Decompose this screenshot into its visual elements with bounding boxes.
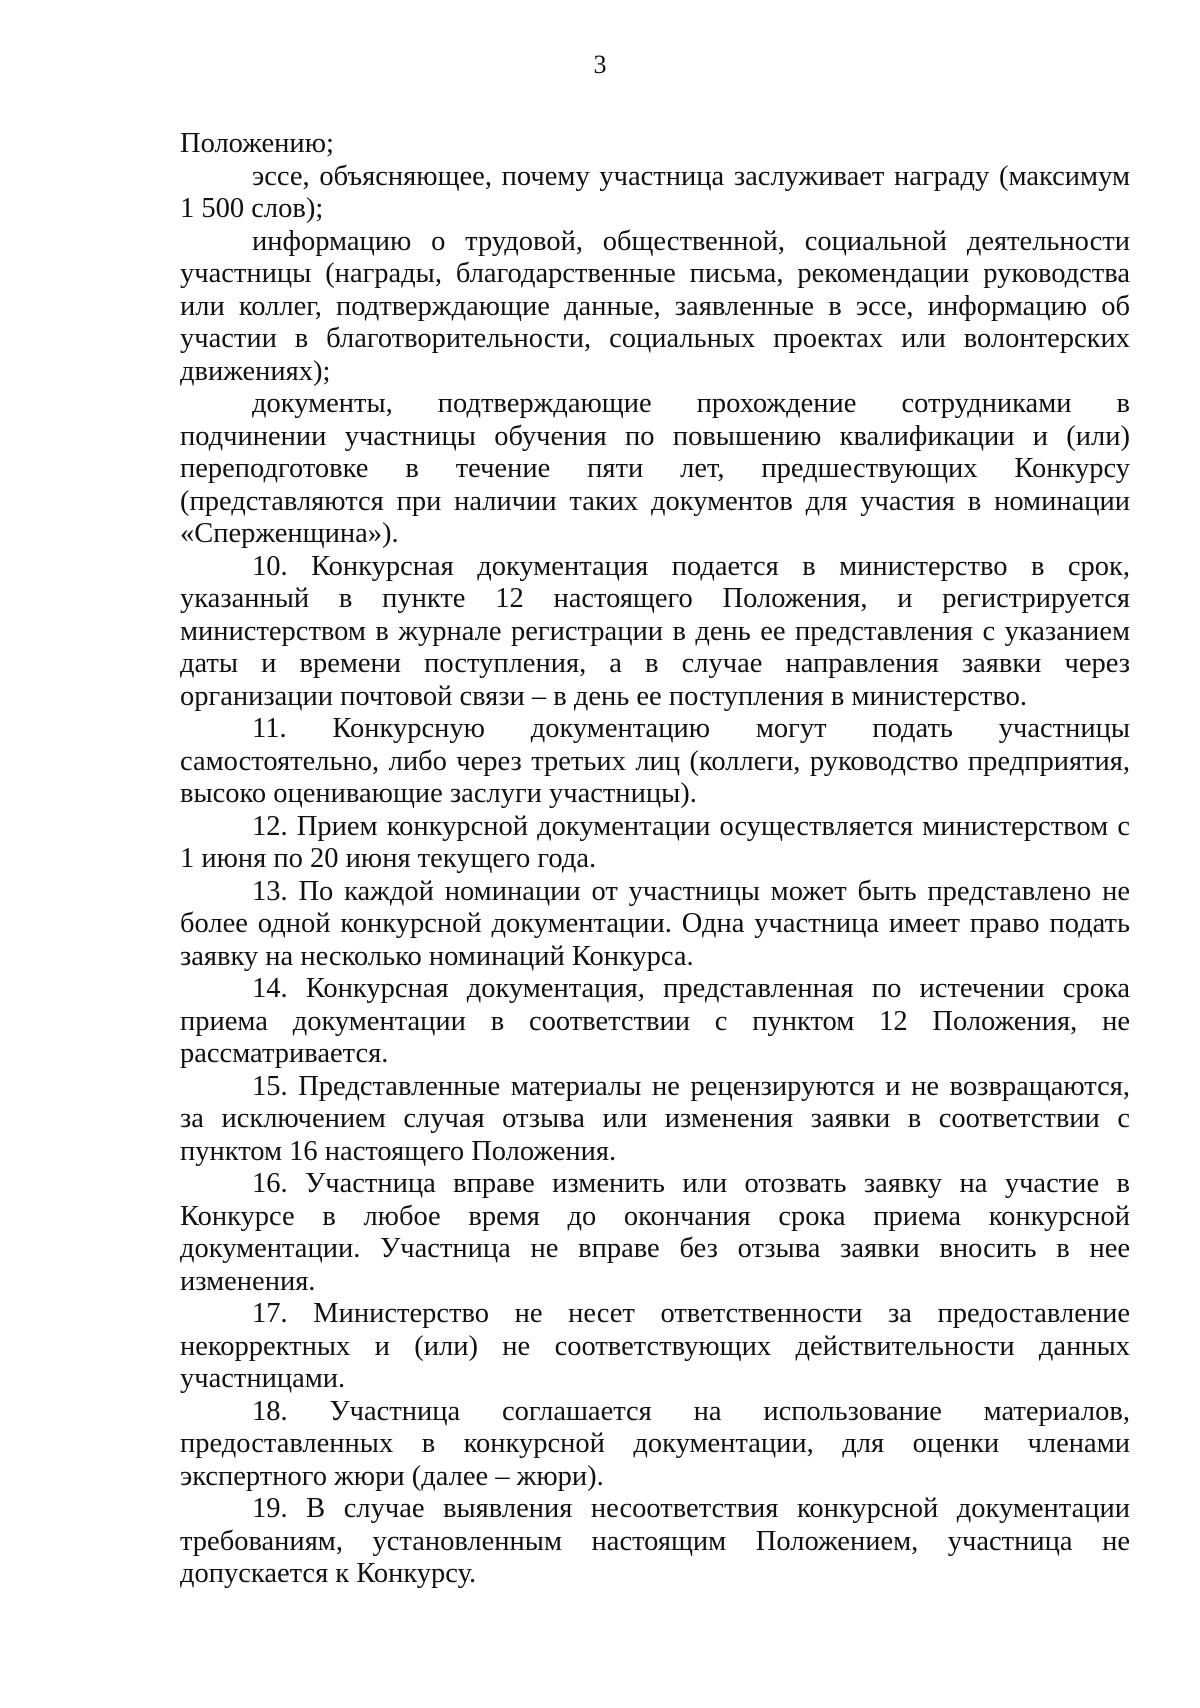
paragraph-item-17: 17. Министерство не несет ответственности за предоставление некорректных и (или) не соответствующих действительности данных участницами. (180, 1298, 1130, 1394)
paragraph-item-12: 12. Прием конкурсной документации осуществляется министерством с 1 июня по 20 июня текущего года. (180, 810, 1130, 874)
paragraph-essay: эссе, объясняющее, почему участница заслуживает награду (максимум 1 500 слов); (180, 160, 1130, 224)
paragraph-item-10: 10. Конкурсная документация подается в министерство в срок, указанный в пункте 12 настоящего Положения, и регистрируется министерством в журнале регистрации в день ее представления с указанием даты и времени поступления, а в случае направления заявки через организации почтовой связи – в день ее поступления в министерство. (180, 550, 1130, 712)
paragraph-item-15: 15. Представленные материалы не рецензируются и не возвращаются, за исключением случая отзыва или изменения заявки в соответствии с пунктом 16 настоящего Положения. (180, 1070, 1130, 1167)
paragraph-training-documents: документы, подтверждающие прохождение сотрудниками в подчинении участницы обучения по повышению квалификации и (или) переподготовке в течение пяти лет, предшествующих Конкурсу (представляются при наличии таких документов для участия в номинации «Сперженщина»). (180, 388, 1130, 549)
paragraph-item-19: 19. В случае выявления несоответствия конкурсной документации требованиям, установленным настоящим Положением, участница не допускается к Конкурсу. (180, 1493, 1130, 1589)
paragraph-item-18: 18. Участница соглашается на использование материалов, предоставленных в конкурсной документации, для оценки членами экспертного жюри (далее – жюри). (180, 1395, 1130, 1492)
paragraph-activity-info: информацию о трудовой, общественной, социальной деятельности участницы (награды, благодарственные письма, рекомендации руководства или коллег, подтверждающие данные, заявленные в эссе, информацию об участии в благотворительности, социальных проектах или волонтерских движениях); (180, 225, 1130, 387)
paragraph-item-14: 14. Конкурсная документация, представленная по истечении срока приема документации в соответствии с пунктом 12 Положения, не рассматривается. (180, 973, 1130, 1069)
paragraph-item-11: 11. Конкурсную документацию могут подать участницы самостоятельно, либо через третьих лиц (коллеги, руководство предприятия, высоко оценивающие заслуги участницы). (180, 713, 1130, 809)
document-body (180, 128, 1130, 1591)
paragraph-item-16: 16. Участница вправе изменить или отозвать заявку на участие в Конкурсе в любое время до окончания срока приема конкурсной документации. Участница не вправе без отзыва заявки вносить в нее изменения. (180, 1168, 1130, 1297)
paragraph-continuation: Положению; (180, 128, 334, 159)
paragraph-item-13: 13. По каждой номинации от участницы может быть представлено не более одной конкурсной документации. Одна участница имеет право подать заявку на несколько номинаций Конкурса. (180, 875, 1130, 972)
page-number: 3 (593, 50, 607, 79)
